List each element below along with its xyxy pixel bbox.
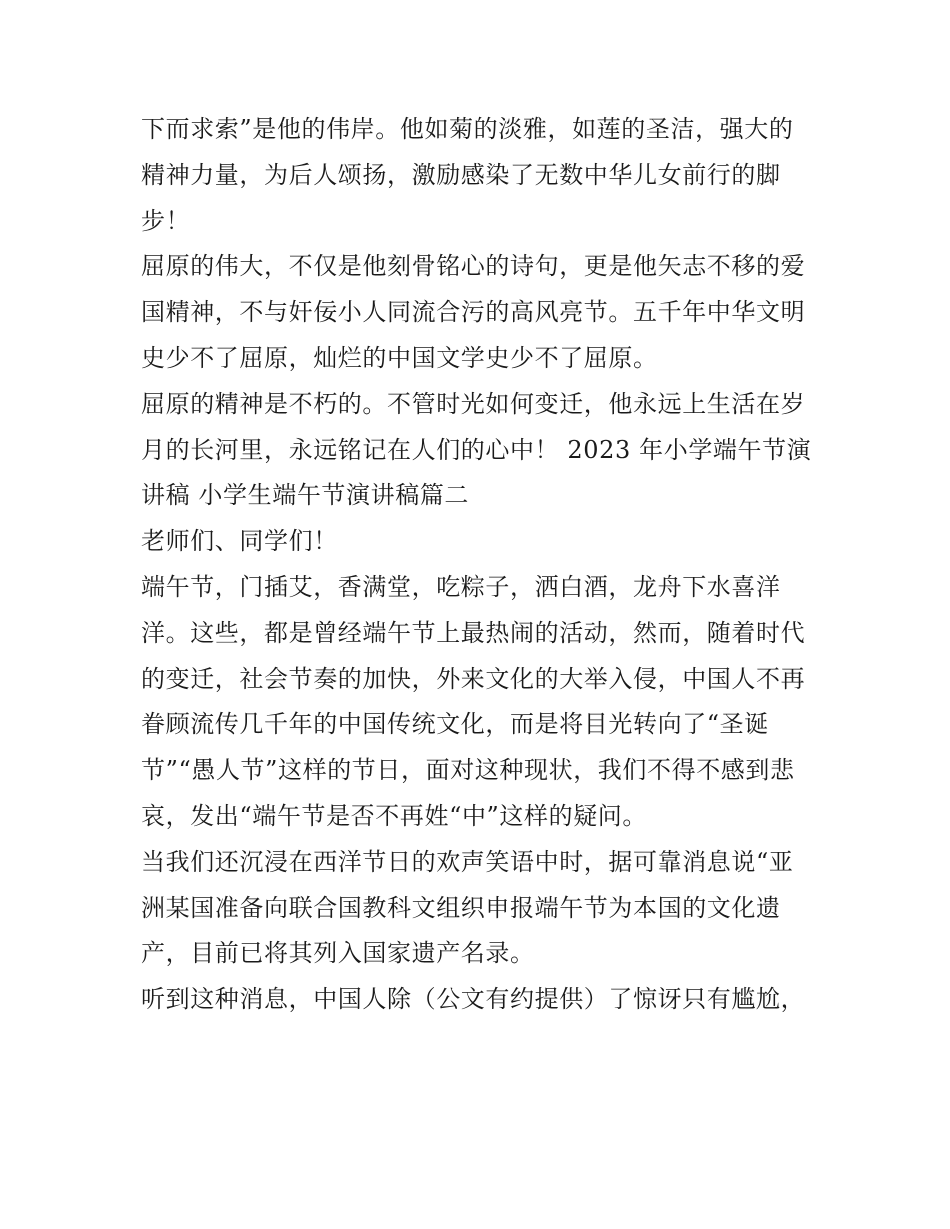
text-line: 老师们、同学们！ [141, 527, 338, 556]
text-line: 眷顾流传几千年的中国传统文化，而是将目光转向了“圣诞 [141, 710, 769, 739]
paragraph-qu-yuan-spirit [141, 382, 813, 519]
text-line: 哀，发出“端午节是否不再姓“中”这样的疑问。 [141, 801, 648, 830]
paragraph-dragon-boat-customs [141, 565, 813, 840]
text-line: 史少不了屈原，灿烂的中国文学史少不了屈原。 [141, 343, 658, 372]
paragraph-reaction [141, 977, 813, 1023]
text-line: 屈原的精神是不朽的。不管时光如何变迁，他永远上生活在岁 [141, 389, 806, 418]
text-line: 的变迁，社会节奏的加快，外来文化的大举入侵，中国人不再 [141, 664, 806, 693]
text-line: 节”“愚人节”这样的节日，面对这种现状，我们不得不感到悲 [141, 756, 795, 785]
paragraph-greeting [141, 519, 813, 565]
text-line: 精神力量，为后人颂扬，激励感染了无数中华儿女前行的脚 [141, 160, 781, 189]
text-line: 洋。这些，都是曾经端午节上最热闹的活动，然而，随着时代 [141, 618, 806, 647]
text-line: 听到这种消息，中国人除（公文有约提供）了惊讶只有尴尬， [141, 985, 806, 1014]
paragraph-heritage-news [141, 840, 813, 977]
document-body [141, 107, 813, 1023]
text-line: 当我们还沉浸在西洋节日的欢声笑语中时，据可靠消息说“亚 [141, 847, 794, 876]
text-line: 月的长河里，永远铭记在人们的心中！ 2023 年小学端午节演 [141, 435, 812, 464]
paragraph-qu-yuan-greatness [141, 244, 813, 381]
paragraph-qu-yuan-praise [141, 107, 813, 244]
text-line: 国精神，不与奸佞小人同流合污的高风亮节。五千年中华文明 [141, 298, 806, 327]
text-line: 下而求索”是他的伟岸。他如菊的淡雅，如莲的圣洁，强大的 [141, 115, 794, 143]
text-line: 洲某国准备向联合国教科文组织申报端午节为本国的文化遗 [141, 893, 781, 922]
text-line: 屈原的伟大，不仅是他刻骨铭心的诗句，更是他矢志不移的爱 [141, 252, 806, 281]
text-line: 步！ [141, 206, 191, 235]
text-line: 端午节，门插艾，香满堂，吃粽子，洒白酒，龙舟下水喜洋 [141, 572, 781, 601]
text-line: 产，目前已将其列入国家遗产名录。 [141, 939, 535, 968]
text-line: 讲稿 小学生端午节演讲稿篇二 [141, 481, 470, 510]
